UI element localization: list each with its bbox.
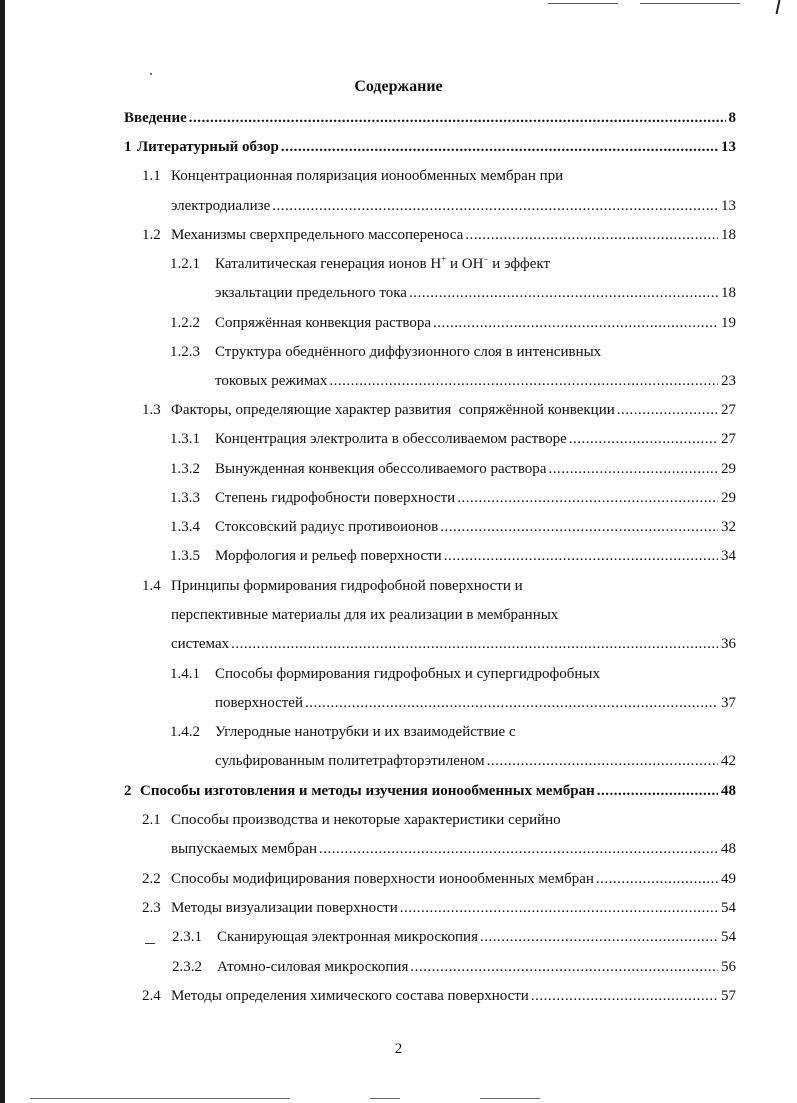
toc-entry-1-4-1-cont[interactable]: [215, 692, 736, 714]
toc-entry-2-3[interactable]: [142, 897, 736, 919]
toc-entry-1-1[interactable]: [142, 165, 736, 187]
leader-dots: [400, 897, 718, 919]
toc-entry-number: 2: [124, 783, 132, 799]
toc-entry-title: Каталитическая генерация ионов Н: [215, 256, 442, 272]
toc-page-number: 48: [721, 841, 736, 857]
toc-entry-number: 1.3: [142, 402, 161, 418]
toc-entry-title-cont: экзальтации предельного тока: [215, 285, 407, 301]
toc-entry-title: Принципы формирования гидрофобной поверхности и: [171, 578, 523, 594]
toc-entry-title-cont: выпускаемых мембран: [171, 841, 318, 857]
leader-dots: [487, 750, 718, 772]
toc-entry-1-4-cont[interactable]: [171, 633, 736, 655]
toc-entry-title: Углеродные нанотрубки и их взаимодействие с: [215, 724, 516, 740]
toc-entry-2-1-cont[interactable]: [171, 838, 736, 860]
toc-entry-2-3-2[interactable]: [172, 956, 736, 978]
toc-entry-number: 1.2.2: [170, 315, 200, 331]
toc-entry-1-3-2[interactable]: [170, 458, 736, 480]
toc-entry-1-2-3-cont[interactable]: [215, 370, 736, 392]
toc-page-number: 18: [721, 285, 736, 301]
toc-entry-title-cont: перспективные материалы для их реализации в мембранных: [171, 607, 559, 623]
toc-entry-1-4-cont[interactable]: [171, 604, 736, 626]
leader-dots: [457, 487, 718, 509]
toc-entry-2-2[interactable]: [142, 868, 736, 890]
scan-left-edge: [0, 0, 5, 1103]
leader-dots: [433, 312, 718, 334]
toc-entry-intro[interactable]: [124, 107, 736, 129]
leader-dots: [272, 195, 718, 217]
leader-dots: [231, 633, 718, 655]
toc-entry-1-3-1[interactable]: [170, 428, 736, 450]
toc-entry-1-2-1[interactable]: [170, 253, 736, 275]
toc-entry-title: Структура обеднённого диффузионного слоя в интенсивных: [215, 344, 602, 360]
plus-superscript: +: [441, 254, 447, 264]
toc-entry-title: Способы производства и некоторые характеристики серийно: [171, 812, 561, 828]
leader-dots: [305, 692, 718, 714]
toc-entry-title-cont: электродиализе: [171, 198, 271, 214]
toc-entry-number: 2.3.1: [172, 929, 202, 945]
minus-superscript: −: [483, 254, 489, 264]
toc-page-number: 54: [721, 900, 736, 916]
toc-entry-title: Литературный обзор: [137, 139, 279, 155]
scan-dash: [145, 943, 155, 944]
leader-dots: [329, 370, 718, 392]
toc-entry-number: 2.2: [142, 871, 161, 887]
scan-bottom-line: [480, 1098, 540, 1099]
toc-entry-1-3-4[interactable]: [170, 516, 736, 538]
leader-dots: [617, 399, 718, 421]
toc-entry-title: Способы модифицирования поверхности ионообменных мембран: [171, 871, 594, 887]
toc-entry-1-2-1-cont[interactable]: [215, 282, 736, 304]
page-title: Содержание: [354, 78, 443, 95]
toc-entry-title: Методы определения химического состава поверхности: [171, 988, 529, 1004]
toc-page-number: 57: [721, 988, 736, 1004]
toc-entry-title: Стоксовский радиус противоионов: [215, 519, 439, 535]
toc-entry-title: Атомно-силовая микроскопия: [217, 959, 409, 975]
toc-entry-title: Морфология и рельеф поверхности: [215, 548, 442, 564]
toc-entry-title: Сканирующая электронная микроскопия: [217, 929, 478, 945]
toc-entry-title: Методы визуализации поверхности: [171, 900, 398, 916]
toc-entry-number: 2.3.2: [172, 959, 202, 975]
toc-entry-title-cont: сульфированным политетрафторэтиленом: [215, 753, 485, 769]
toc-entry-title-cont: системах: [171, 636, 230, 652]
toc-entry-1-3-3[interactable]: [170, 487, 736, 509]
toc-entry-number: 1.4.2: [170, 724, 200, 740]
toc-entry-chapter-1[interactable]: [124, 136, 736, 158]
toc-entry-chapter-2[interactable]: [124, 780, 736, 802]
toc-entry-number: 1: [124, 139, 132, 155]
toc-entry-2-1[interactable]: [142, 809, 736, 831]
toc-entry-title-cont: токовых режимах: [215, 373, 328, 389]
toc-page-number: 34: [721, 548, 736, 564]
toc-entry-1-4-2[interactable]: [170, 721, 736, 743]
toc-entry-number: 1.1: [142, 168, 161, 184]
toc-entry-number: 1.3.1: [170, 431, 200, 447]
scan-bottom-line: [30, 1098, 290, 1099]
toc-entry-1-2-2[interactable]: [170, 312, 736, 334]
toc-entry-number: 1.3.5: [170, 548, 200, 564]
toc-entry-title: Концентрация электролита в обессоливаемом растворе: [215, 431, 567, 447]
toc-page-number: 42: [721, 753, 736, 769]
toc-page-number: 18: [721, 227, 736, 243]
toc-entry-title: Сопряжённая конвекция раствора: [215, 315, 432, 331]
toc-entry-1-1-cont[interactable]: [171, 195, 736, 217]
toc-entry-2-3-1[interactable]: [172, 926, 736, 948]
toc-page-number: 29: [721, 490, 736, 506]
leader-dots: [444, 545, 718, 567]
toc-page-number: 13: [721, 198, 736, 214]
leader-dots: [281, 136, 718, 158]
toc-entry-1-2-3[interactable]: [170, 341, 736, 363]
page-number: 2: [394, 1041, 403, 1057]
leader-dots: [465, 224, 718, 246]
toc-page-number: 13: [721, 139, 736, 155]
toc-entry-title: Концентрационная поляризация ионообменных мембран при: [171, 168, 564, 184]
toc-page-number: 8: [728, 110, 736, 126]
leader-dots: [596, 868, 718, 890]
scan-speck: [150, 73, 152, 75]
leader-dots: [410, 956, 718, 978]
toc-page-number: 27: [721, 431, 736, 447]
toc-entry-title: Вынужденная конвекция обессоливаемого раствора: [215, 461, 547, 477]
toc-entry-1-2[interactable]: [142, 224, 736, 246]
toc-entry-1-3-5[interactable]: [170, 545, 736, 567]
scan-top-line: [640, 3, 740, 4]
toc-page-number: 36: [721, 636, 736, 652]
toc-page-number: 49: [721, 871, 736, 887]
toc-entry-title: Степень гидрофобности поверхности: [215, 490, 456, 506]
toc-page-number: 19: [721, 315, 736, 331]
leader-dots: [409, 282, 718, 304]
toc-page-number: 48: [721, 783, 736, 799]
toc-entry-number: 1.2.1: [170, 256, 200, 272]
toc-page-number: 54: [721, 929, 736, 945]
toc-entry-title: Способы формирования гидрофобных и супергидрофобных: [215, 666, 600, 682]
toc-page-number: 37: [721, 695, 736, 711]
toc-entry-number: 1.4: [142, 578, 161, 594]
toc-page-number: 56: [721, 959, 736, 975]
toc-entry-title: Введение: [124, 110, 187, 126]
toc-entry-1-3[interactable]: [142, 399, 736, 421]
toc-entry-1-4-2-cont[interactable]: [215, 750, 736, 772]
toc-entry-2-4[interactable]: [142, 985, 736, 1007]
toc-entry-1-4-1[interactable]: [170, 663, 736, 685]
toc-entry-1-4[interactable]: [142, 575, 736, 597]
toc-entry-number: 1.2: [142, 227, 161, 243]
toc-entry-number: 2.1: [142, 812, 161, 828]
toc-entry-title: Механизмы сверхпредельного массопереноса: [171, 227, 464, 243]
leader-dots: [319, 838, 718, 860]
toc-entry-number: 2.3: [142, 900, 161, 916]
toc-entry-title: Факторы, определяющие характер развития сопряжённой конвекции: [171, 402, 615, 418]
leader-dots: [569, 428, 718, 450]
toc-entry-number: 1.3.4: [170, 519, 200, 535]
toc-entry-number: 1.4.1: [170, 666, 200, 682]
toc-entry-number: 1.3.2: [170, 461, 200, 477]
toc-entry-number: 1.3.3: [170, 490, 200, 506]
leader-dots: [189, 107, 726, 129]
leader-dots: [480, 926, 718, 948]
toc-page-number: 32: [721, 519, 736, 535]
toc-entry-number: 2.4: [142, 988, 161, 1004]
leader-dots: [597, 780, 718, 802]
toc-page-number: 27: [721, 402, 736, 418]
toc-entry-title-cont: поверхностей: [215, 695, 303, 711]
scan-bottom-line: [370, 1098, 400, 1099]
toc-page-number: 29: [721, 461, 736, 477]
leader-dots: [531, 985, 718, 1007]
toc-page-number: 23: [721, 373, 736, 389]
toc-entry-number: 1.2.3: [170, 344, 200, 360]
toc-entry-title-part: и эффект: [488, 256, 551, 272]
scan-top-line: [548, 3, 618, 4]
leader-dots: [440, 516, 718, 538]
scan-corner-mark: [766, 0, 781, 14]
leader-dots: [548, 458, 718, 480]
toc-entry-title-part: и ОН: [446, 256, 484, 272]
toc-entry-title: Способы изготовления и методы изучения ионообменных мембран: [140, 783, 595, 799]
